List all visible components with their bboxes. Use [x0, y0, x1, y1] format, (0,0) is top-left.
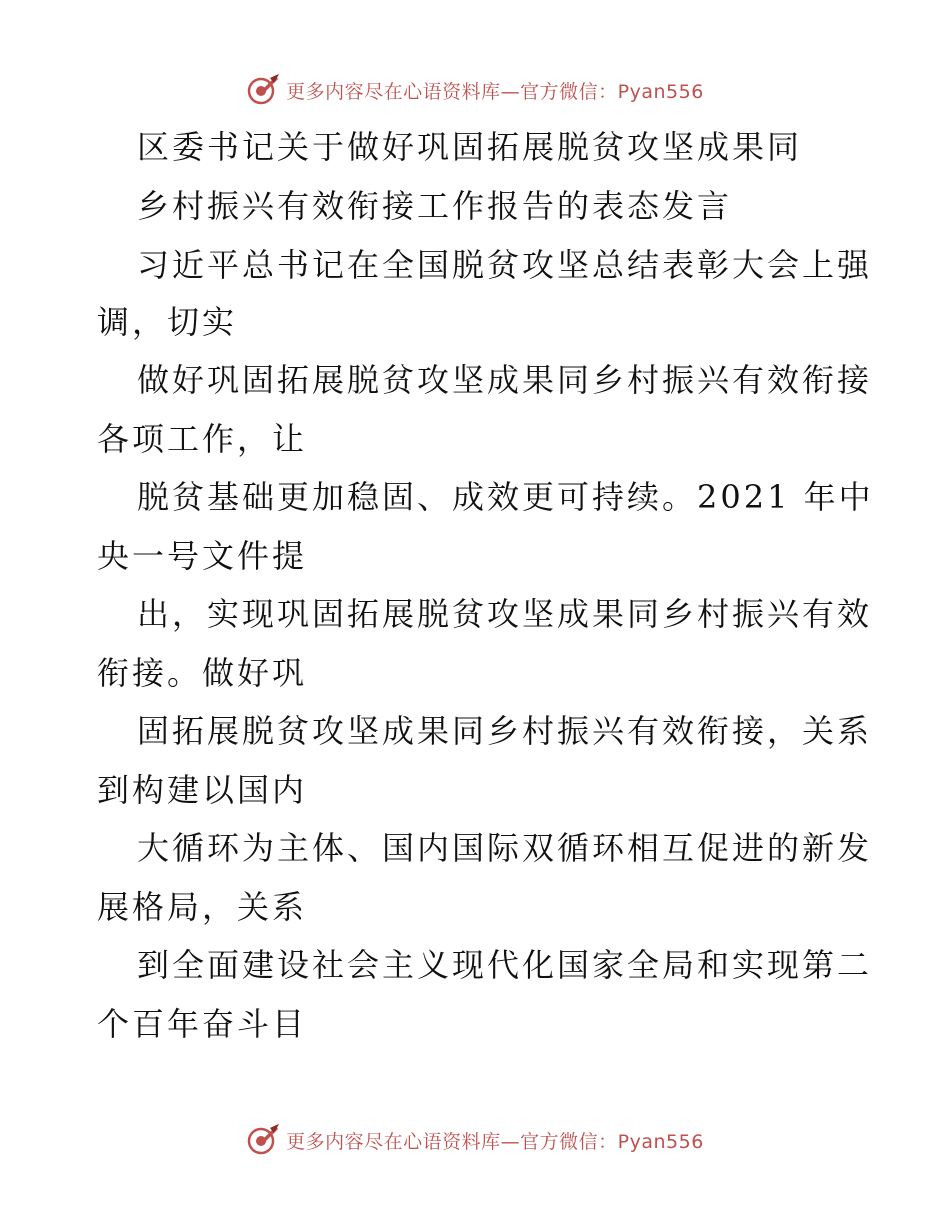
- watermark-text: 更多内容尽在心语资料库—官方微信：Pyan556: [286, 80, 704, 103]
- paragraph-line: 到构建以国内: [97, 771, 308, 809]
- paragraph-line: 做好巩固拓展脱贫攻坚成果同乡村振兴有效衔接: [137, 361, 873, 399]
- footer-watermark: [0, 1120, 950, 1160]
- paragraph-line: 脱贫基础更加稳固、成效更可持续。2021 年中: [137, 478, 874, 516]
- paragraph-line: 固拓展脱贫攻坚成果同乡村振兴有效衔接，关系: [137, 712, 873, 750]
- paragraph-line: 展格局，关系: [97, 888, 308, 926]
- header-watermark: [0, 70, 950, 110]
- quill-pen-icon: [246, 1123, 280, 1157]
- paragraph-line: 调，切实: [97, 303, 238, 341]
- paragraph-line: 出，实现巩固拓展脱贫攻坚成果同乡村振兴有效: [137, 595, 873, 633]
- paragraph-line: 大循环为主体、国内国际双循环相互促进的新发: [137, 829, 873, 867]
- watermark-text: 更多内容尽在心语资料库—官方微信：Pyan556: [286, 1130, 704, 1153]
- quill-pen-icon: [246, 73, 280, 107]
- paragraph-line: 到全面建设社会主义现代化国家全局和实现第二: [137, 946, 873, 984]
- paragraph-line: 衔接。做好巩: [97, 654, 308, 692]
- paragraph-line: 个百年奋斗目: [97, 1005, 308, 1043]
- paragraph-line: 央一号文件提: [97, 537, 308, 575]
- title-line-2: 乡村振兴有效衔接工作报告的表态发言: [137, 187, 733, 225]
- paragraph-line: 各项工作，让: [97, 420, 308, 458]
- title-line-1: 区委书记关于做好巩固拓展脱贫攻坚成果同: [137, 128, 803, 166]
- paragraph-line: 习近平总书记在全国脱贫攻坚总结表彰大会上强: [137, 246, 873, 284]
